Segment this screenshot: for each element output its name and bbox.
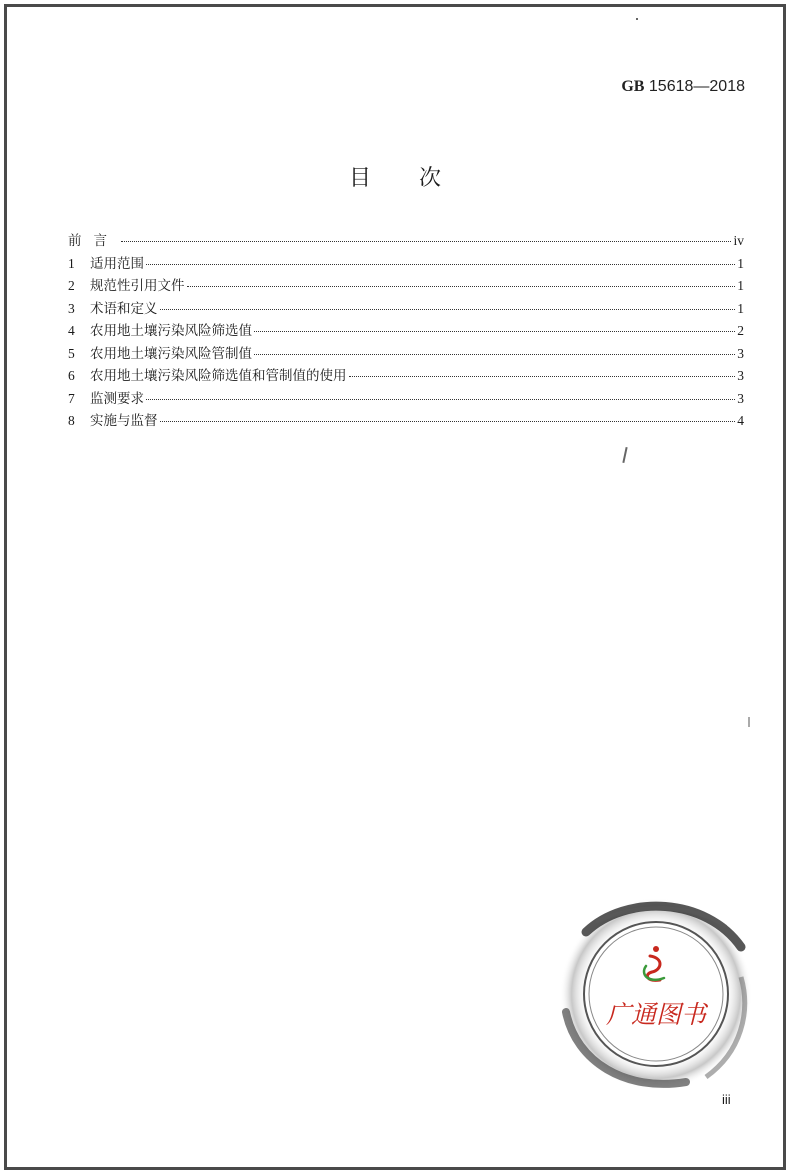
toc-entry-page: 3	[737, 390, 744, 406]
toc-entry-preface[interactable]	[68, 230, 744, 253]
standard-number	[621, 78, 745, 96]
toc-entry-label: 农用地土壤污染风险筛选值和管制值的使用	[90, 368, 347, 384]
toc-list	[68, 230, 744, 433]
toc-entry-2[interactable]	[68, 275, 744, 298]
page-number: iii	[722, 1092, 731, 1107]
toc-entry-number: 4	[68, 323, 75, 338]
toc-entry-label: 农用地土壤污染风险筛选值	[90, 323, 252, 339]
toc-entry-7[interactable]	[68, 388, 744, 411]
toc-leader-dots	[160, 309, 736, 310]
toc-leader-dots	[254, 331, 735, 332]
toc-entry-3[interactable]	[68, 298, 744, 321]
toc-entry-number: 7	[68, 390, 75, 406]
toc-entry-6[interactable]	[68, 365, 744, 388]
toc-entry-label: 适用范围	[90, 255, 144, 272]
toc-leader-dots	[146, 264, 735, 265]
toc-entry-number: 1	[68, 255, 75, 271]
toc-entry-label: 农用地土壤污染风险管制值	[90, 345, 252, 362]
toc-entry-number: 5	[68, 345, 75, 361]
toc-leader-dots	[146, 399, 735, 400]
standard-code: 15618—2018	[648, 78, 745, 95]
toc-leader-dots	[121, 241, 731, 242]
toc-entry-page: 1	[737, 255, 744, 271]
toc-entry-number: 6	[68, 368, 75, 383]
toc-entry-5[interactable]	[68, 343, 744, 366]
publisher-seal-logo	[556, 892, 756, 1092]
toc-leader-dots	[349, 376, 736, 377]
toc-entry-8[interactable]	[68, 410, 744, 433]
toc-entry-page: 3	[737, 368, 744, 383]
toc-entry-label: 实施与监督	[90, 413, 158, 429]
toc-title-part1: 目	[348, 166, 371, 191]
toc-entry-page: 3	[737, 345, 744, 361]
toc-leader-dots	[160, 421, 736, 422]
toc-entry-number: 2	[68, 278, 75, 293]
toc-entry-label: 前言	[68, 233, 119, 249]
toc-title	[0, 161, 790, 192]
toc-entry-label: 规范性引用文件	[90, 278, 185, 294]
toc-entry-page: 1	[737, 300, 744, 316]
toc-entry-page: 4	[737, 413, 744, 428]
toc-entry-4[interactable]	[68, 320, 744, 343]
standard-prefix: GB	[621, 78, 645, 95]
toc-entry-page: 2	[737, 323, 744, 338]
toc-entry-label: 监测要求	[90, 390, 144, 407]
seal-text: 广通图书	[605, 1000, 707, 1029]
scan-mark	[636, 18, 638, 20]
toc-leader-dots	[187, 286, 736, 287]
toc-entry-1[interactable]	[68, 253, 744, 276]
toc-leader-dots	[254, 354, 735, 355]
toc-entry-label: 术语和定义	[90, 300, 158, 317]
toc-entry-page: iv	[733, 233, 744, 248]
toc-entry-number: 3	[68, 300, 75, 316]
toc-entry-page: 1	[737, 278, 744, 293]
toc-entry-number: 8	[68, 413, 75, 428]
toc-title-part2: 次	[419, 166, 442, 191]
scan-mark	[748, 717, 750, 727]
